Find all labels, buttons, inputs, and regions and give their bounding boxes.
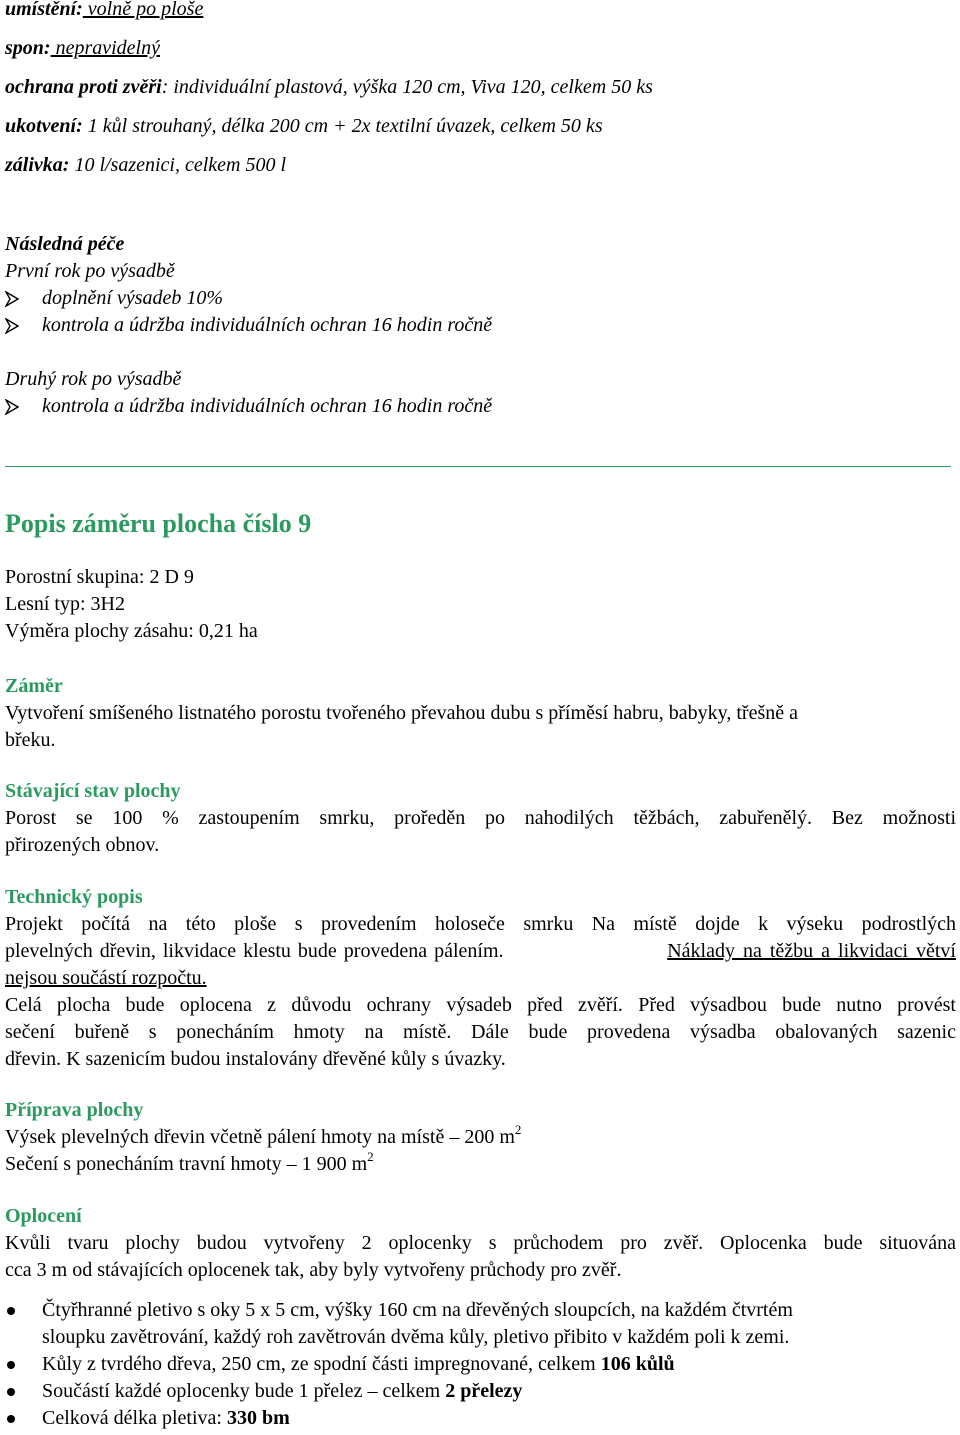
arrow-bullet-icon — [5, 393, 42, 420]
stav-line: Porost se 100 % zastoupením smrku, proředěn po nahodilých těžbách, zabuřenělý. Bez možnosti — [5, 807, 956, 829]
year2-title: Druhý rok po výsadbě — [5, 368, 182, 390]
cost-note-link: Náklady na těžbu a likvidaci větví — [667, 940, 956, 962]
field-zalivka — [5, 152, 653, 191]
technicky-block — [5, 884, 956, 1073]
section-divider — [5, 466, 951, 467]
bullet-icon — [5, 1351, 42, 1378]
vymera: Výměra plochy zásahu: 0,21 ha — [5, 620, 258, 642]
field-spon — [5, 35, 653, 74]
field-umisteni — [5, 0, 653, 35]
year1-item: doplnění výsadeb 10% — [5, 285, 492, 312]
oploceni-title: Oplocení — [5, 1205, 82, 1227]
bullet-icon — [5, 1378, 42, 1405]
bullet-icon — [5, 1405, 42, 1432]
oploceni-block — [5, 1203, 956, 1432]
zamer-title: Záměr — [5, 675, 63, 697]
list-item: Kůly z tvrdého dřeva, 250 cm, ze spodní části impregnované, celkem 106 kůlů — [5, 1351, 956, 1378]
stav-title: Stávající stav plochy — [5, 780, 181, 802]
field-value: nepravidelný — [50, 37, 160, 59]
stav-line: přirozených obnov. — [5, 834, 160, 856]
porostni-skupina: Porostní skupina: 2 D 9 — [5, 566, 194, 588]
oploceni-line: cca 3 m od stávajících oplocenek tak, aby byly vytvořeny průchody pro zvěř. — [5, 1259, 622, 1281]
zamer-line: Vytvoření smíšeného listnatého porostu tvořeného převahou dubu s příměsí habru, babyky, třešně a — [5, 702, 798, 724]
oploceni-line: Kvůli tvaru plochy budou vytvořeny 2 oplocenky s průchodem pro zvěř. Oplocenka bude situována — [5, 1232, 956, 1254]
technicky-line: dřevin. K sazenicím budou instalovány dřevěné kůly s úvazky. — [5, 1048, 506, 1070]
field-label: ochrana proti zvěři — [5, 76, 162, 98]
field-label: spon: — [5, 37, 51, 59]
section-plot-9 — [5, 506, 956, 645]
year1-item: kontrola a údržba individuálních ochran 16 hodin ročně — [5, 312, 492, 339]
technicky-title: Technický popis — [5, 886, 143, 908]
care-section — [5, 231, 492, 420]
priprava-line: Sečení s ponecháním travní hmoty – 1 900 $m^2$ — [5, 1149, 374, 1175]
technicky-line: sečení buřeně s ponecháním hmoty na místě. Dále bude provedena výsadba obalovaných sazenic — [5, 1021, 956, 1043]
field-value: volně po ploše — [82, 0, 204, 20]
year2-item: kontrola a údržba individuálních ochran 16 hodin ročně — [5, 393, 492, 420]
arrow-bullet-icon — [5, 285, 42, 312]
list-item: Součástí každé oplocenky bude 1 přelez – celkem 2 přelezy — [5, 1378, 956, 1405]
stav-block — [5, 778, 956, 859]
technicky-line: Projekt počítá na této ploše s provedením holoseče smrku Na místě dojde k výseku podrostlých — [5, 913, 956, 935]
section-title: Popis záměru plocha číslo 9 — [5, 509, 312, 538]
bullet-icon — [5, 1297, 42, 1351]
priprava-line: Výsek plevelných dřevin včetně pálení hmoty na místě – 200 $m^2$ — [5, 1122, 522, 1148]
planting-fields — [5, 0, 653, 191]
field-label: zálivka: — [5, 154, 70, 176]
field-value: : individuální plastová, výška 120 cm, Viva 120, celkem 50 ks — [161, 76, 653, 98]
year1-title: První rok po výsadbě — [5, 260, 175, 282]
list-item: Čtyřhranné pletivo s oky 5 x 5 cm, výšky 160 cm na dřevěných sloupcích, na každém čtvrtém sloupku zavětrování, každý roh zavětrován dvěma kůly, pletivo přibito v každém poli k zemi. — [5, 1297, 956, 1351]
field-value: 10 l/sazenici, celkem 500 l — [69, 154, 287, 176]
zamer-line: břeku. — [5, 729, 56, 751]
field-ochrana — [5, 74, 653, 113]
cost-note-cont: nejsou součástí rozpočtu. — [5, 967, 207, 989]
lesni-typ: Lesní typ: 3H2 — [5, 593, 125, 615]
field-ukotveni — [5, 113, 653, 152]
technicky-line: Celá plocha bude oplocena z důvodu ochrany výsadeb před zvěří. Před výsadbou bude nutno provést — [5, 994, 956, 1016]
field-label: umístění: — [5, 0, 83, 20]
priprava-block — [5, 1097, 956, 1178]
arrow-bullet-icon — [5, 312, 42, 339]
field-label: ukotvení: — [5, 115, 83, 137]
care-title: Následná péče — [5, 233, 125, 255]
priprava-title: Příprava plochy — [5, 1099, 144, 1121]
zamer-block — [5, 673, 956, 754]
field-value: 1 kůl strouhaný, délka 200 cm + 2x textilní úvazek, celkem 50 ks — [82, 115, 603, 137]
list-item: Celková délka pletiva: 330 bm — [5, 1405, 956, 1432]
technicky-line: plevelných dřevin, likvidace klestu bude provedena pálením. Náklady na těžbu a likvidaci větví — [5, 938, 956, 965]
